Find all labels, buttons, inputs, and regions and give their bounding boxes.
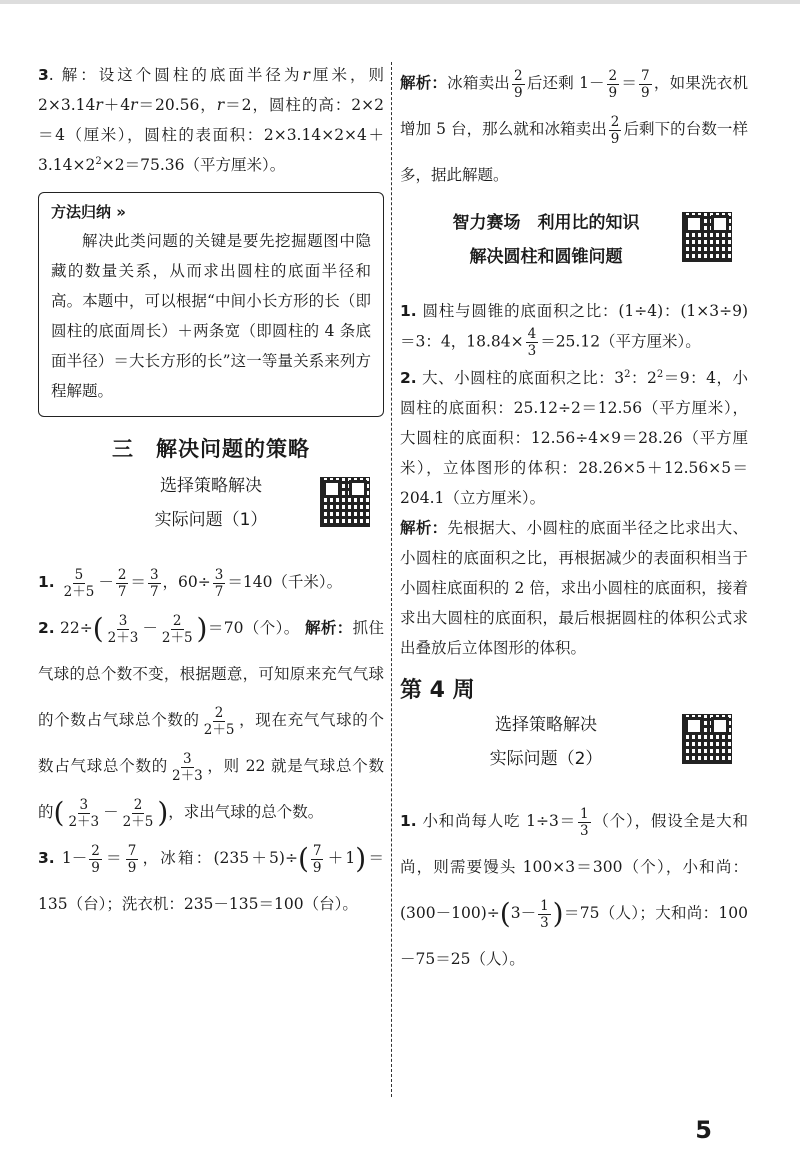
qr-code-icon[interactable] xyxy=(320,477,370,527)
text: 3－ xyxy=(510,904,537,922)
text: 抓住气球的总个数不变，根据题意，可知原来充气气球的个数占气球总个数的 xyxy=(38,619,384,729)
problem-3-answer: 3. 1－ $\frac{2}{9}$ ＝ $\frac{7}{9}$ ，冰箱：(235＋5)÷( $\frac{7}{9}$ ＋1)＝135（台）；洗衣机：235－135＝100（台）。 xyxy=(38,842,384,913)
text: （个），假设全是大和尚，则需要馒头 100×3＝300（个），小和尚：(300－100)÷ xyxy=(400,812,748,922)
fraction: $\frac{7}{9}$ xyxy=(641,67,650,101)
challenge-title-line-1: 智力赛场 利用比的知识 xyxy=(452,213,640,233)
problem-number: 1. xyxy=(38,573,55,591)
fraction: $\frac{3}{2+3}$ xyxy=(107,612,139,646)
operator: ＝ xyxy=(130,573,146,591)
text: 小和尚每人吃 1÷3＝ xyxy=(422,812,576,830)
text: ＝20.56， xyxy=(137,96,217,114)
text: 圆柱与圆锥的底面积之比：(1÷4)：(1×3÷9)＝3：4，18.84× xyxy=(400,302,748,351)
problem-number: 3 xyxy=(38,66,49,84)
operator: － xyxy=(98,573,114,591)
variable: r xyxy=(95,96,103,114)
text: ＋1 xyxy=(325,849,356,867)
fraction: $\frac{2}{9}$ xyxy=(91,842,100,876)
qr-code-icon[interactable] xyxy=(682,714,732,764)
fraction: $\frac{3}{7}$ xyxy=(214,566,224,600)
fraction: $\frac{1}{3}$ xyxy=(579,805,589,839)
exponent: 2 xyxy=(95,155,102,167)
section-title: 三 解决问题的策略 xyxy=(112,437,310,461)
column-divider xyxy=(391,62,392,1097)
right-column xyxy=(400,60,748,982)
analysis-label: 解析： xyxy=(400,519,448,537)
text: 先根据大、小圆柱的底面半径之比求出大、小圆柱的底面积之比，再根据减少的表面积相当于小圆柱底面积的 2 倍，求出小圆柱的底面积，接着求出大圆柱的底面积，最后根据圆柱的体积公式求出叠放后立体图形的体积。 xyxy=(400,519,748,657)
problem-number: 1. xyxy=(400,302,417,320)
text: ，冰箱：(235＋5)÷ xyxy=(140,849,298,867)
method-summary-title: 方法归纳 » xyxy=(51,203,126,221)
text: ＝2，圆柱的高：2×2＝4（厘米），圆柱的表面积：2×3.14×2×4＋3.14×2 xyxy=(38,96,384,174)
text: 后还剩 1－ xyxy=(526,74,605,92)
analysis-challenge-2 xyxy=(400,513,748,663)
subsection-title-line-2: 实际问题（1） xyxy=(154,510,268,530)
text: ＝9：4，小圆柱的底面积：25.12÷2＝12.56（平方厘米），大圆柱的底面积：12.56÷4×9＝28.26（平方厘米），立体图形的体积：28.26×5＋12.56×5＝204.1（立方厘米）。 xyxy=(400,369,748,507)
text: 厘米，则 2×3.14 xyxy=(38,66,384,114)
fraction: $\frac{4}{3}$ xyxy=(527,326,537,359)
text: ，60÷ xyxy=(162,573,211,591)
qr-code-icon[interactable] xyxy=(682,212,732,262)
subsection-title-line-1: 选择策略解决 xyxy=(160,476,262,496)
fraction: $\frac{2}{9}$ xyxy=(608,67,618,101)
text: 后剩下的台数一样多，据此解题。 xyxy=(400,120,748,184)
variable: r xyxy=(302,66,310,84)
problem-2-answer: 2. 22÷( $\frac{3}{2+3}$ － $\frac{2}{2+5}$ )＝70（个）。 解析：抓住气球的总个数不变，根据题意，可知原来充气气球的个数占气球总个数的 $\frac{2}{2+5}$ ，现在充气气球的个数占气球总个数的 $\frac{3}{2+3}$ ，则 22 就是气球总个数的( $\frac{3}{2+3}$ － $\frac{2}{2+5}$ )，求出气球的总个数。 xyxy=(38,612,384,830)
week4-problem-1-answer: 1. 小和尚每人吃 1÷3＝ $\frac{1}{3}$ （个），假设全是大和尚，则需要馒头 100×3＝300（个），小和尚：(300－100)÷(3－ $\frac{1}{3}$ )＝75（人）；大和尚：100－75＝25（人）。 xyxy=(400,805,748,968)
analysis-label: 解析： xyxy=(400,74,448,92)
problem-number: 1. xyxy=(400,812,417,830)
page-top-edge xyxy=(0,0,800,4)
variable: r xyxy=(216,96,225,114)
fraction: $\frac{2}{7}$ xyxy=(117,566,127,600)
text: ＝75（人）；大和尚：100－75＝25（人）。 xyxy=(400,904,748,968)
text: 冰箱卖出 xyxy=(447,74,511,92)
operator: － xyxy=(103,803,119,821)
subsection-header-1 xyxy=(38,471,384,553)
text: ，如果洗衣机增加 5 台，那么就和冰箱卖出 xyxy=(400,74,748,138)
text: ，现在充气气球的个数占气球总个数的 xyxy=(38,711,384,775)
text: 1－ xyxy=(61,849,88,867)
text: ＝70（个）。 xyxy=(207,619,300,637)
subsection-title-line-2: 实际问题（2） xyxy=(489,749,603,769)
text: 22÷ xyxy=(60,619,93,637)
text: 大、小圆柱的底面积之比：3 xyxy=(422,369,625,387)
operator: ＝ xyxy=(621,74,638,92)
variable: r xyxy=(130,96,138,114)
analysis-problem-3 xyxy=(400,60,748,198)
text: ＋4 xyxy=(102,96,131,114)
exponent: 2 xyxy=(656,368,664,380)
problem-1-answer xyxy=(38,559,384,605)
challenge-header xyxy=(400,208,748,290)
exponent: 2 xyxy=(624,368,631,380)
operator: ＝ xyxy=(103,849,124,867)
challenge-1-answer xyxy=(400,296,748,359)
fraction: $\frac{2}{9}$ xyxy=(514,67,523,101)
subsection-header-2 xyxy=(400,710,748,792)
challenge-title-line-2: 解决圆柱和圆锥问题 xyxy=(469,247,623,267)
fraction: $\frac{3}{7}$ xyxy=(149,566,159,600)
text: 解：设这个圆柱的底面半径为 xyxy=(61,66,303,84)
operator: － xyxy=(142,619,158,637)
fraction: $\frac{2}{2+5}$ xyxy=(161,612,193,646)
fraction: $\frac{2}{2+5}$ xyxy=(122,796,154,830)
text: ，则 22 就是气球总个数的 xyxy=(38,757,384,821)
text: ，求出气球的总个数。 xyxy=(168,803,324,821)
fraction: $\frac{3}{2+3}$ xyxy=(68,796,100,830)
subsection-title-line-1: 选择策略解决 xyxy=(495,715,597,735)
problem-number: 2. xyxy=(400,369,417,387)
fraction: $\frac{5}{2+5}$ xyxy=(63,566,95,600)
fraction: $\frac{2}{2+5}$ xyxy=(203,704,235,738)
fraction: $\frac{7}{9}$ xyxy=(127,842,137,876)
problem-number: 3. xyxy=(38,849,55,867)
text: ＝25.12（平方厘米）。 xyxy=(540,332,701,351)
method-summary-box xyxy=(38,192,384,417)
analysis-label: 解析： xyxy=(304,619,353,637)
week-title: 第 4 周 xyxy=(400,678,475,703)
page-number: 5 xyxy=(695,1116,712,1144)
problem-number: 2. xyxy=(38,619,55,637)
fraction: $\frac{7}{9}$ xyxy=(312,842,322,876)
text: ＝135（台）；洗衣机：235－135＝100（台）。 xyxy=(38,849,384,913)
fraction: $\frac{3}{2+3}$ xyxy=(172,750,203,784)
fraction: $\frac{2}{9}$ xyxy=(610,113,620,147)
fraction: $\frac{1}{3}$ xyxy=(540,897,549,931)
text: ×2＝75.36（平方厘米）。 xyxy=(101,156,286,174)
problem-3-solution: 3. 解：设这个圆柱的底面半径为r厘米，则 2×3.14r＋4r＝20.56，r＝2，圆柱的高：2×2＝4（厘米），圆柱的表面积：$2\times 3.14\times 2\times 4+3.14\times 2^2\times 2=75.36$（平方厘米）。 xyxy=(38,66,384,174)
text: ＝140（千米）。 xyxy=(227,573,343,591)
left-column xyxy=(38,60,384,927)
challenge-2-answer xyxy=(400,363,748,513)
text: ：2 xyxy=(630,369,657,387)
method-summary-text: 解决此类问题的关键是要先挖掘题图中隐藏的数量关系，从而求出圆柱的底面半径和高。本题中，可以根据“中间小长方形的长（即圆柱的底面周长）＋两条宽（即圆柱的 4 条底面半径）＝大长方形的长”这一等量关系来列方程解题。 xyxy=(51,232,371,400)
